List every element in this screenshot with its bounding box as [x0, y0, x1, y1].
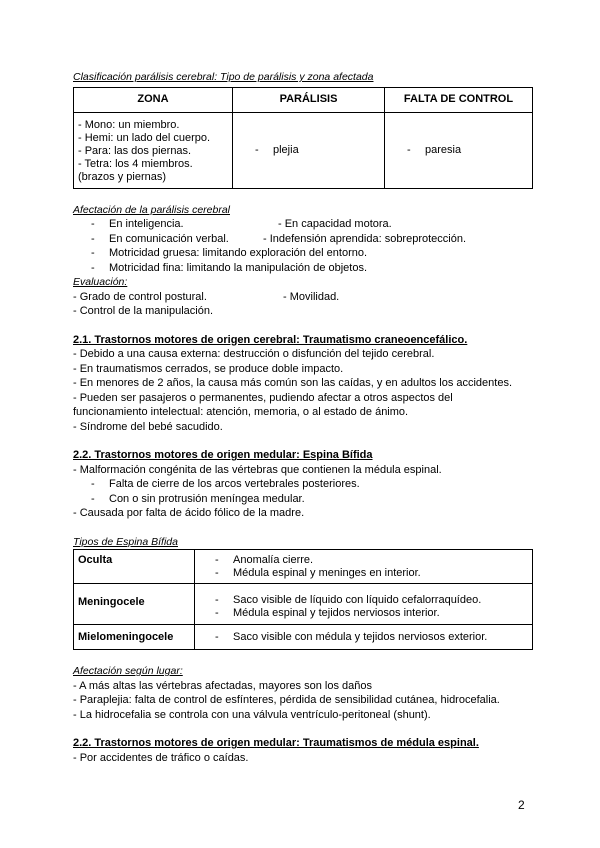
afectacion-item-right: - En capacidad motora. — [278, 218, 392, 230]
table-row — [74, 625, 533, 650]
type-item: Saco visible con médula y tejidos nerviosos exterior. — [233, 630, 488, 643]
type-name: Mielomeningocele — [74, 625, 195, 650]
type-description: - Saco visible de líquido con líquido cefalorraquídeo. - Médula espinal y tejidos nerviosos interior. — [195, 584, 533, 625]
list-item: - En inteligencia. - En capacidad motora. — [91, 218, 392, 230]
col-header-falta-control: FALTA DE CONTROL — [385, 87, 533, 112]
zona-line: (brazos y piernas) — [78, 170, 167, 183]
paralisis-cell: - plejia — [233, 112, 385, 188]
falta-control-cell: - paresia — [385, 112, 533, 188]
espina-bifida-table — [73, 549, 533, 650]
type-name: Meningocele — [74, 584, 195, 625]
type-item: Médula espinal y meninges en interior. — [233, 567, 421, 579]
section-2-2-line: - Malformación congénita de las vértebras que contienen la médula espinal. — [73, 463, 442, 476]
list-item: - Con o sin protrusión meníngea medular. — [91, 492, 305, 505]
table-row — [74, 112, 533, 188]
afectacion-item-right: - Indefensión aprendida: sobreprotección. — [263, 232, 467, 245]
table-header-row — [74, 87, 533, 112]
type-item: Anomalía cierre. — [233, 554, 314, 566]
table-row — [74, 550, 533, 584]
col-header-zona: ZONA — [74, 87, 233, 112]
section-2-1-heading: 2.1. Trastornos motores de origen cerebral: Traumatismo craneoencefálico. — [73, 333, 468, 346]
section-2-2b-line: - Por accidentes de tráfico o caídas. — [73, 751, 249, 764]
evaluacion-title: Evaluación: — [73, 276, 128, 288]
section-2-2-line: - Causada por falta de ácido fólico de la madre. — [73, 507, 305, 519]
type-description: - Anomalía cierre. - Médula espinal y meninges en interior. — [195, 550, 533, 584]
list-item — [73, 304, 533, 319]
section-2-1-line: - Síndrome del bebé sacudido. — [73, 420, 223, 433]
afectacion-lugar-line: - A más altas las vértebras afectadas, mayores son los daños — [73, 679, 372, 692]
afectacion-item: En inteligencia. — [109, 218, 184, 230]
document-page — [73, 70, 533, 765]
page-number: 2 — [518, 798, 525, 812]
table-row — [74, 584, 533, 625]
col-header-paralisis: PARÁLISIS — [233, 87, 385, 112]
afectacion-lugar-title: Afectación según lugar: — [73, 665, 183, 677]
zona-line: - Hemi: un lado del cuerpo. — [78, 131, 211, 144]
evaluacion-item: - Control de la manipulación. — [73, 305, 214, 317]
afectacion-title: Afectación de la parálisis cerebral — [73, 203, 230, 216]
section-2-1-line: - En menores de 2 años, la causa más común son las caídas, y en adultos los accidentes. — [73, 377, 513, 389]
afectacion-lugar-line: - La hidrocefalia se controla con una válvula ventrículo-peritoneal (shunt). — [73, 708, 431, 721]
table2-caption: Tipos de Espina Bífida — [73, 535, 178, 548]
section-2-1-line: - En traumatismos cerrados, se produce doble impacto. — [73, 362, 344, 375]
zona-line: - Mono: un miembro. — [78, 118, 180, 131]
zona-cell — [74, 112, 233, 188]
section-2-2-subitem: Con o sin protrusión meníngea medular. — [109, 492, 305, 505]
zona-line: - Tetra: los 4 miembros. — [78, 157, 193, 170]
type-item: Saco visible de líquido con líquido cefalorraquídeo. — [233, 594, 482, 606]
section-2-1-line: - Pueden ser pasajeros o permanentes, pudiendo afectar a otros aspectos del — [73, 391, 453, 404]
afectacion-item: Motricidad gruesa: limitando exploración del entorno. — [109, 247, 368, 259]
list-item: - Falta de cierre de los arcos vertebrales posteriores. — [91, 478, 360, 490]
paralisis-table — [73, 87, 533, 189]
section-2-2b-heading: 2.2. Trastornos motores de origen medular: Traumatismos de médula espinal. — [73, 737, 479, 749]
type-item: Médula espinal y tejidos nerviosos interior. — [233, 607, 440, 619]
list-item: - Motricidad gruesa: limitando exploración del entorno. — [91, 247, 368, 259]
list-item: - En comunicación verbal. - Indefensión aprendida: sobreprotección. — [91, 232, 467, 245]
falta-control-value: paresia — [425, 143, 462, 156]
afectacion-item: Motricidad fina: limitando la manipulación de objetos. — [109, 261, 368, 274]
afectacion-item: En comunicación verbal. — [109, 232, 229, 245]
evaluacion-item: - Grado de control postural. — [73, 290, 207, 303]
type-description: - Saco visible con médula y tejidos nerviosos exterior. — [195, 625, 533, 650]
list-item — [73, 290, 533, 305]
section-2-2-heading: 2.2. Trastornos motores de origen medular: Espina Bífida — [73, 449, 373, 461]
evaluacion-item-right: - Movilidad. — [283, 290, 340, 303]
zona-line: - Para: las dos piernas. — [78, 144, 192, 157]
section-2-1-line: - Debido a una causa externa: destrucción o disfunción del tejido cerebral. — [73, 348, 435, 360]
afectacion-lugar-line: - Paraplejia: falta de control de esfínteres, pérdida de sensibilidad cutánea, hidrocefalia. — [73, 694, 500, 706]
table1-caption: Clasificación parálisis cerebral: Tipo de parálisis y zona afectada — [73, 71, 374, 83]
section-2-2-subitem: Falta de cierre de los arcos vertebrales posteriores. — [109, 478, 360, 490]
paralisis-value: plejia — [273, 143, 299, 156]
section-2-1-line: funcionamiento intelectual: atención, memoria, o al estado de ánimo. — [73, 406, 409, 418]
type-name: Oculta — [74, 550, 195, 584]
list-item: - Motricidad fina: limitando la manipulación de objetos. — [91, 261, 368, 274]
